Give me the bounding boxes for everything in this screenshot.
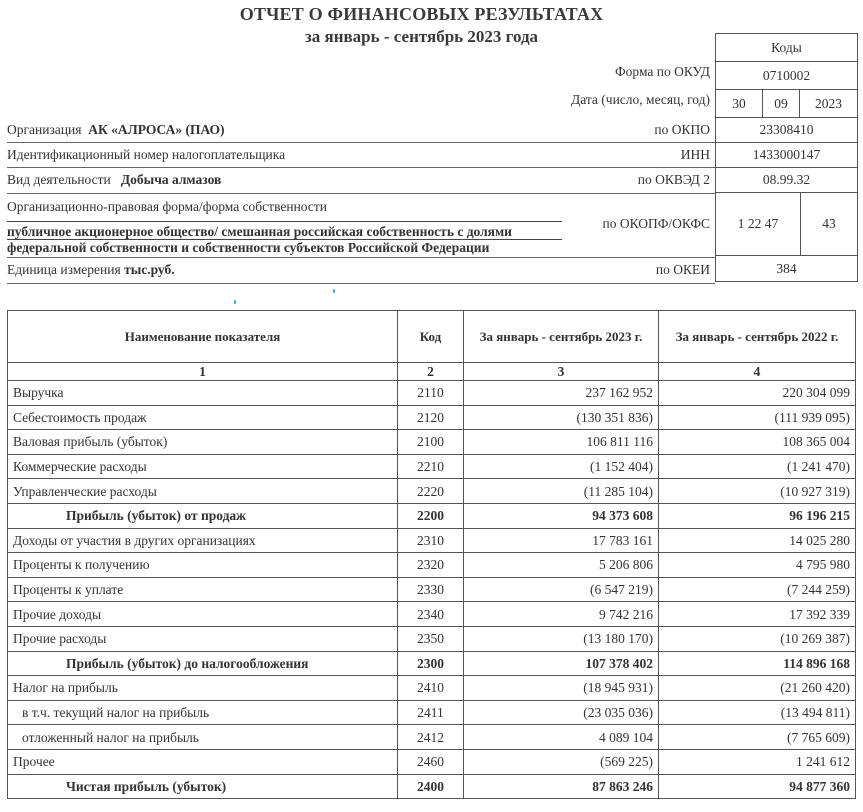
okved-code: 08.99.32 [716,168,857,193]
row-value-2023: (13 180 170) [464,626,659,651]
row-code: 2100 [398,430,464,455]
table-row [8,553,856,578]
row-name: в т.ч. текущий налог на прибыль [8,700,398,725]
row-value-2022: 4 795 980 [659,553,856,578]
row-code: 2412 [398,725,464,750]
org-label: Организация [7,122,82,137]
divider [7,257,715,258]
row-value-2023: 4 089 104 [464,725,659,750]
financial-results-table [7,310,856,799]
table-header-row [8,311,856,363]
scan-speck [234,300,236,304]
column-header-2022: За январь - сентябрь 2022 г. [659,311,856,363]
row-value-2022: (13 494 811) [659,700,856,725]
table-row [8,430,856,455]
okfs-code: 43 [822,216,836,231]
column-number: 2 [398,363,464,381]
date-year: 2023 [815,95,842,111]
row-name: Валовая прибыль (убыток) [8,430,398,455]
row-value-2023: (569 225) [464,749,659,774]
date-codes [716,90,857,118]
date-day: 30 [716,90,763,117]
codes-box [715,33,858,282]
row-value-2023: 106 811 116 [464,430,659,455]
row-code: 2220 [398,479,464,504]
row-value-2023: (6 547 219) [464,577,659,602]
row-name: Коммерческие расходы [8,454,398,479]
table-row [8,503,856,528]
row-value-2022: (10 927 319) [659,479,856,504]
legal-form-label: Организационно-правовая форма/форма собственности [7,199,328,214]
okpo-label: по ОКПО [654,122,710,137]
column-header-2023: За январь - сентябрь 2023 г. [464,311,659,363]
divider [7,167,715,168]
legal-form-line1: публичное акционерное общество/ смешанная российская собственность с долями [7,224,512,239]
unit-row [7,262,175,278]
okud-code: 0710002 [716,62,857,90]
row-name: Доходы от участия в других организациях [8,528,398,553]
table-row [8,381,856,406]
row-value-2022: 220 304 099 [659,381,856,406]
row-code: 2120 [398,405,464,430]
table-row [8,454,856,479]
row-value-2023: 5 206 806 [464,553,659,578]
row-code: 2330 [398,577,464,602]
row-name: Выручка [8,381,398,406]
row-value-2023: 237 162 952 [464,381,659,406]
table-row [8,774,856,799]
row-value-2022: 96 196 215 [659,503,856,528]
row-value-2023: 107 378 402 [464,651,659,676]
row-name: Налог на прибыль [8,676,398,701]
row-name: отложенный налог на прибыль [8,725,398,750]
row-code: 2310 [398,528,464,553]
activity-label: Вид деятельности [7,172,111,187]
column-number: 4 [659,363,856,381]
table-row [8,479,856,504]
row-value-2022: (1 241 470) [659,454,856,479]
row-value-2022: 1 241 612 [659,749,856,774]
row-code: 2340 [398,602,464,627]
table-row [8,626,856,651]
table-row [8,749,856,774]
row-code: 2350 [398,626,464,651]
row-name: Прочее [8,749,398,774]
org-row [7,122,225,138]
column-header-code: Код [398,311,464,363]
column-number-row [8,363,856,381]
row-value-2022: 114 896 168 [659,651,856,676]
okud-label: Форма по ОКУД [614,64,710,79]
okved-label: по ОКВЭД 2 [637,172,710,187]
row-value-2022: 94 877 360 [659,774,856,799]
divider [7,193,715,194]
table-row [8,405,856,430]
table-body [8,381,856,799]
row-value-2022: (21 260 420) [659,676,856,701]
date-month: 09 [763,90,800,117]
column-number: 1 [8,363,398,381]
row-value-2023: (130 351 836) [464,405,659,430]
row-name: Прочие расходы [8,626,398,651]
date-label: Дата (число, месяц, год) [571,92,710,107]
row-value-2023: 17 783 161 [464,528,659,553]
okei-label: по ОКЕИ [655,262,710,277]
row-name: Прибыль (убыток) от продаж [8,503,398,528]
row-value-2022: 17 392 339 [659,602,856,627]
row-value-2022: 14 025 280 [659,528,856,553]
row-value-2023: 9 742 216 [464,602,659,627]
inn-full-label: Идентификационный номер налогоплательщика [7,147,286,162]
report-period: за январь - сентябрь 2023 года [304,27,539,46]
row-code: 2411 [398,700,464,725]
table-row [8,577,856,602]
legal-form-line2: федеральной собственности и собственности субъектов Российской Федерации [7,240,490,255]
okopf-code: 1 22 47 [716,193,801,255]
divider [7,142,715,143]
row-name: Себестоимость продаж [8,405,398,430]
row-name: Управленческие расходы [8,479,398,504]
row-code: 2400 [398,774,464,799]
divider [7,283,715,284]
row-code: 2300 [398,651,464,676]
row-name: Прочие доходы [8,602,398,627]
unit-label: Единица измерения [7,262,121,277]
row-value-2022: (7 765 609) [659,725,856,750]
row-value-2022: 108 365 004 [659,430,856,455]
row-value-2023: 94 373 608 [464,503,659,528]
row-name: Проценты к получению [8,553,398,578]
inn-label: ИНН [680,147,710,162]
table-row [8,725,856,750]
activity-row [7,172,221,188]
row-value-2023: (1 152 404) [464,454,659,479]
row-name: Чистая прибыль (убыток) [8,774,398,799]
unit-value: тыс.руб. [124,262,175,277]
row-name: Проценты к уплате [8,577,398,602]
scan-speck [333,289,335,293]
row-name: Прибыль (убыток) до налогообложения [8,651,398,676]
inn-code: 1433000147 [716,143,857,168]
divider [7,221,562,222]
codes-heading: Коды [716,34,857,62]
table-row [8,651,856,676]
activity-value: Добыча алмазов [120,172,222,187]
row-code: 2110 [398,381,464,406]
okopf-label: по ОКОПФ/ОКФС [602,216,710,231]
row-value-2023: 87 863 246 [464,774,659,799]
row-value-2022: (7 244 259) [659,577,856,602]
table-row [8,602,856,627]
row-value-2022: (111 939 095) [659,405,856,430]
row-code: 2320 [398,553,464,578]
report-title: ОТЧЕТ О ФИНАНСОВЫХ РЕЗУЛЬТАТАХ [239,4,604,24]
column-number: 3 [464,363,659,381]
column-header-name: Наименование показателя [8,311,398,363]
table-row [8,528,856,553]
row-value-2023: (11 285 104) [464,479,659,504]
row-code: 2200 [398,503,464,528]
okpo-code: 23308410 [716,118,857,143]
okei-code: 384 [716,256,857,282]
row-value-2023: (18 945 931) [464,676,659,701]
row-value-2022: (10 269 387) [659,626,856,651]
row-value-2023: (23 035 036) [464,700,659,725]
org-name: АК «АЛРОСА» (ПАО) [88,122,225,137]
row-code: 2460 [398,749,464,774]
table-row [8,700,856,725]
table-row [8,676,856,701]
row-code: 2210 [398,454,464,479]
okopf-okfs-codes [716,193,857,256]
row-code: 2410 [398,676,464,701]
